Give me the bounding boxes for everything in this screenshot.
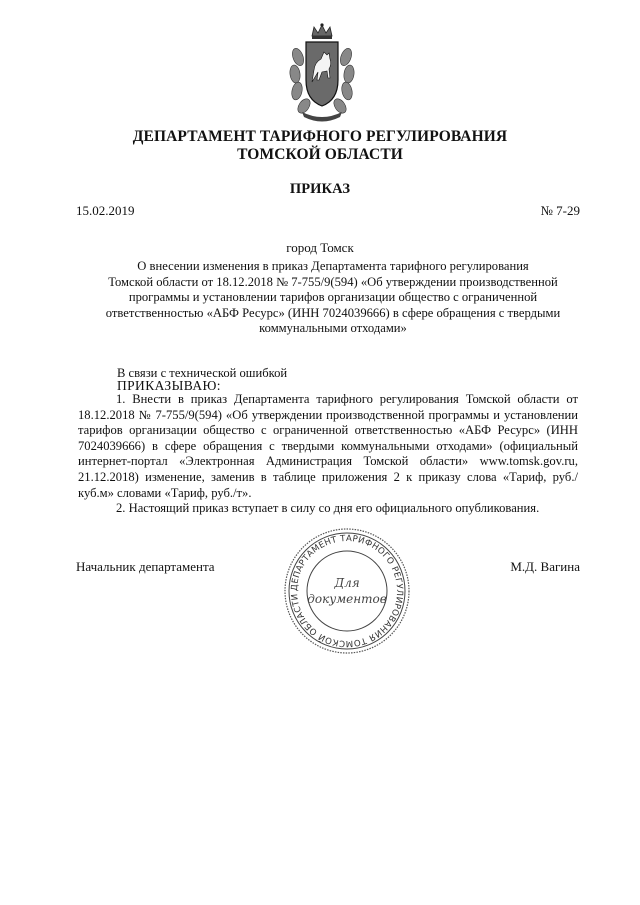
order-body [78,392,578,517]
city: город Томск [286,240,354,255]
order-title: ПРИКАЗ [289,181,351,197]
official-seal [283,527,411,655]
subject-line: коммунальными отходами» [259,321,407,335]
department-name-line2: ТОМСКОЙ ОБЛАСТИ [237,146,403,163]
seal-center-line1: Для [334,576,360,590]
signature-name: М.Д. Вагина [510,559,580,574]
order-paragraph-2: 2. Настоящий приказ вступает в силу со дня его официального опубликования. [116,501,540,516]
signature-role: Начальник департамента [76,559,215,574]
order-date: 15.02.2019 [76,203,135,218]
seal-center-line2: документов [307,592,387,606]
subject-line: О внесении изменения в приказ Департамента тарифного регулирования [137,259,529,273]
subject-line: ответственностью «АБФ Ресурс» (ИНН 7024039666) в сфере обращения с твердыми [105,305,561,320]
subject-line: Томской области от 18.12.2018 № 7-755/9(594) «Об утверждении производственной [108,274,558,289]
order-number: № 7-29 [540,203,580,218]
seal-ring-textpath: ДЕПАРТАМЕНТ ТАРИФНОГО РЕГУЛИРОВАНИЯ ТОМСКОЙ ОБЛАСТИ [289,533,405,649]
reason-text: В связи с технической ошибкой [117,366,288,380]
subject-line: программы и установлении тарифов организации общество с ограниченной [128,290,538,304]
coat-of-arms-icon [288,22,356,122]
order-subject [92,259,574,337]
order-paragraph-1: 1. Внести в приказ Департамента тарифного регулирования Томской области от 18.12.2018 № 7-755/9(594) «Об утверждении производственной программы и установлении тарифов организации общество с ограниченной ответственностью «АБФ Ресурс» (ИНН 7024039666) в сфере обращения с твердыми коммунальными отходами» (официальный интернет-портал «Электронная Администрация Томской области» www.tomsk.gov.ru, 21.12.2018) изменение, заменив в таблице приложения 2 к приказу слова «Тариф, руб./куб.м» словами «Тариф, руб./т». [78,392,578,500]
department-name-line1: ДЕПАРТАМЕНТ ТАРИФНОГО РЕГУЛИРОВАНИЯ [132,128,508,145]
prikazyvayu-heading: ПРИКАЗЫВАЮ: [117,378,221,393]
